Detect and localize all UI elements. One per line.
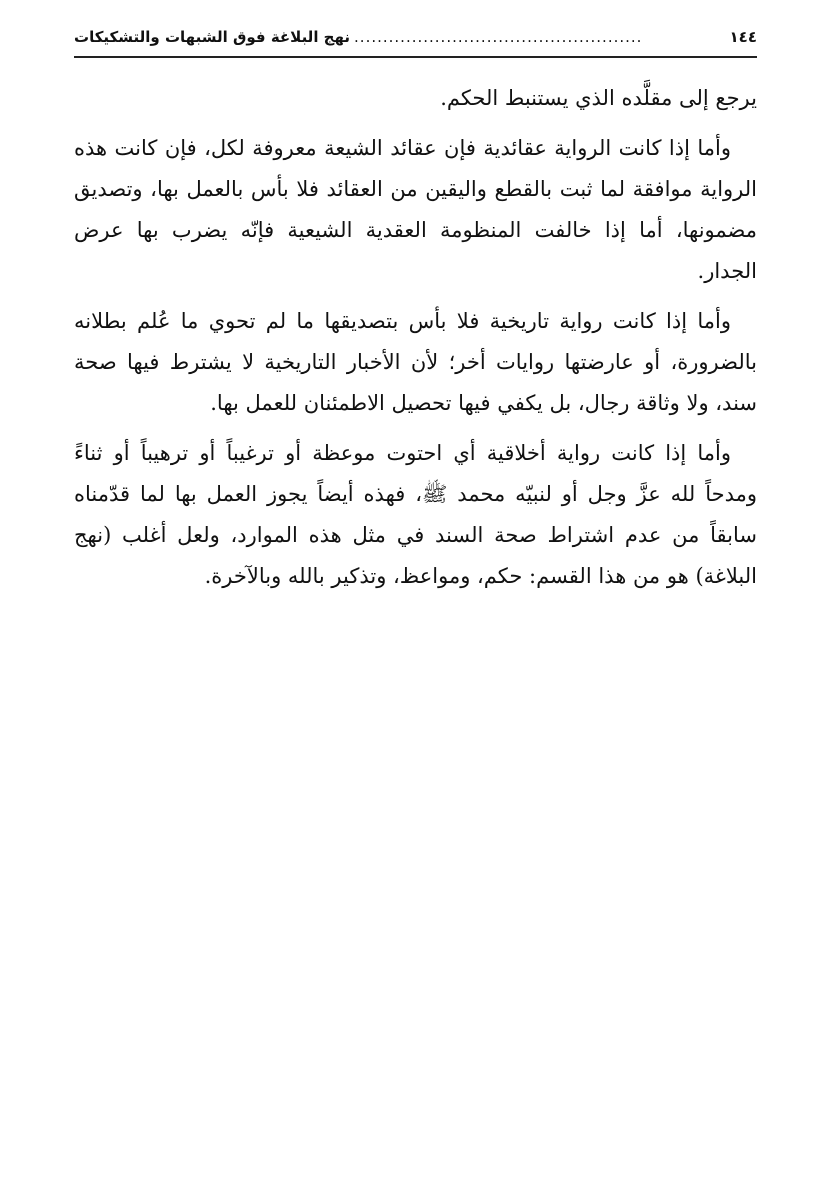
- body-text: [74, 78, 757, 597]
- running-header: [74, 28, 757, 54]
- paragraph-continuation: يرجع إلى مقلَّده الذي يستنبط الحكم.: [440, 86, 757, 110]
- header-leader-dots: ..................................................: [354, 28, 643, 46]
- paragraph-doctrinal-narration: وأما إذا كانت الرواية عقائدية فإن عقائد الشيعة معروفة لكل، فإن كانت هذه الرواية موافقة لما ثبت بالقطع واليقين من العقائد فلا بأس بالعمل بها، وتصديق مضمونها، أما إذا خالفت المنظومة العقدية الشيعية فإنّه يضرب بها عرض الجدار.: [74, 136, 757, 283]
- running-title: نهج البلاغة فوق الشبهات والتشكيكات: [74, 28, 351, 46]
- header-rule: [74, 56, 757, 58]
- page-number: ١٤٤: [729, 28, 757, 46]
- paragraph-ethical-narration: وأما إذا كانت رواية أخلاقية أي احتوت موعظة أو ترغيباً أو ترهيباً أو ثناءً ومدحاً لله عزَّ وجل أو لنبيّه محمد ﷺ، فهذه أيضاً يجوز العمل بها لما قدّمناه سابقاً من عدم اشتراط صحة السند في مثل هذه الموارد، ولعل أغلب (نهج البلاغة) هو من هذا القسم: حكم، ومواعظ، وتذكير بالله وبالآخرة.: [74, 441, 757, 588]
- document-page: [74, 28, 757, 606]
- paragraph-historical-narration: وأما إذا كانت رواية تاريخية فلا بأس بتصديقها ما لم تحوي ما عُلم بطلانه بالضرورة، أو عارضتها روايات أخر؛ لأن الأخبار التاريخية لا يشترط فيها صحة سند، ولا وثاقة رجال، بل يكفي فيها تحصيل الاطمئنان للعمل بها.: [74, 309, 757, 415]
